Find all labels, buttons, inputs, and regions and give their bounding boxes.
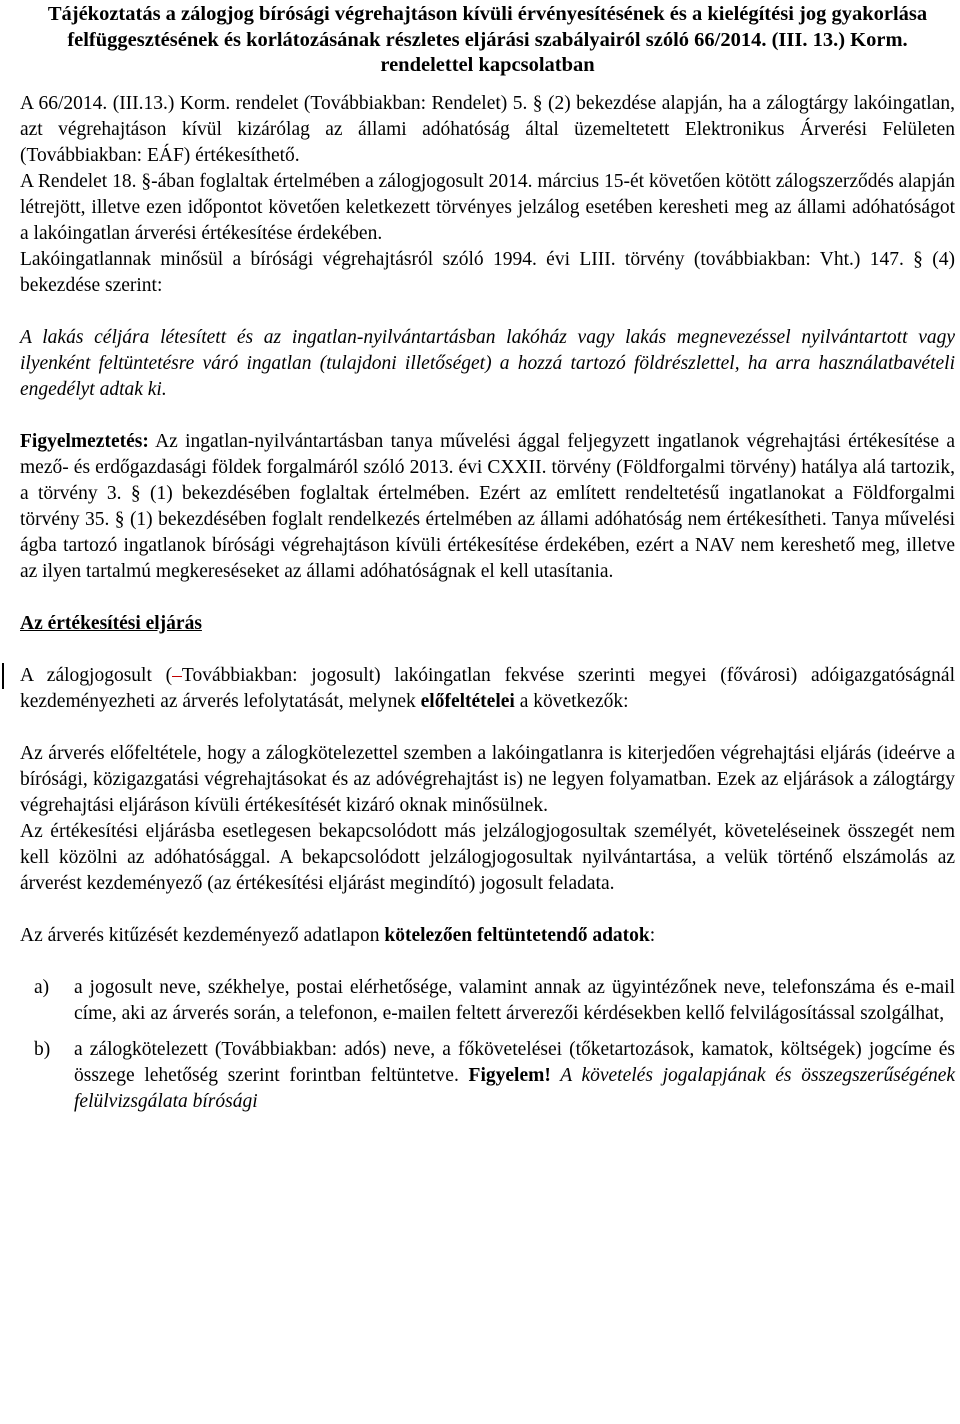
list-item xyxy=(20,975,955,1027)
section-paragraph-3: Az értékesítési eljárásba esetlegesen bekapcsolódott más jelzálogjogosultak személyét, követeléseinek összegét nem kell közölni az adóhatósággal. A bekapcsolódott jelzálogjogosultak nyilvántartása, a velük történő elszámolás az árverést kezdeményező (az értékesítési eljárást megindító) jogosult feladata. xyxy=(20,820,955,894)
list-item-text xyxy=(74,1037,955,1115)
p1-text-b: Továbbiakban: jogosult) lakóingatlan fekvése szerinti megyei (fővárosi) adóigazgatóságnál kezdeményezheti az árverés lefolytatását, melynek xyxy=(20,664,955,712)
p1-bold-term: előfeltételei xyxy=(420,690,515,712)
document-page xyxy=(20,0,955,1115)
intro-paragraph-3: Lakóingatlannak minősül a bírósági végrehajtásról szóló 1994. évi LIII. törvény (továbbiakban: Vht.) 147. § (4) bekezdése szerint: xyxy=(20,248,955,296)
section-heading: Az értékesítési eljárás xyxy=(20,612,202,634)
list-item-label: a) xyxy=(34,976,50,998)
section-paragraph-2: Az árverés előfeltétele, hogy a zálogkötelezettel szemben a lakóingatlanra is kiterjedően végrehajtási eljárás (ideérve a bírósági, közigazgatási végrehajtásokat és az adóvégrehajtást is) ne legyen folyamatban. Ezek az eljárások a zálogtárgy végrehajtási eljáráson kívüli értékesítését kizáró oknak minősülnek. xyxy=(20,742,955,816)
intro-paragraph-2: A Rendelet 18. §-ában foglaltak értelmében a zálogjogosult 2014. március 15-ét követően kötött zálogszerződés alapján létrejött, illetve ezen időpontot követően keletkezett törvényes jelzálog esetében keresheti meg az állami adóhatóságot a lakóingatlan árverési értékesítése érdekében. xyxy=(20,170,955,244)
list-item-label: b) xyxy=(34,1038,51,1060)
list-item-main-text: a zálogkötelezett (Továbbiakban: adós) neve, a főkövetelései (tőketartozások, kamatok, költségek) jogcíme és összege lehetőség szerint forintban feltüntetve. xyxy=(74,1038,955,1086)
p4-text-a: Az árverés kitűzését kezdeményező adatlapon xyxy=(20,924,385,946)
p4-text-c: : xyxy=(649,924,656,946)
attention-text: A követelés jogalapjának és összegszerűségének felülvizsgálata bírósági xyxy=(74,1064,955,1112)
list-item xyxy=(20,1037,955,1115)
warning-paragraph xyxy=(20,429,955,585)
residential-definition: A lakás céljára létesített és az ingatlan-nyilvántartásban lakóház vagy lakás megnevezéssel nyilvántartott vagy ilyenként feltüntetésre váró ingatlan (tulajdoni illetőséget) a hozzá tartozó földrészlettel, ha arra használatbavételi engedélyt adtak ki. xyxy=(20,326,955,400)
page-title: Tájékoztatás a zálogjog bírósági végrehajtáson kívüli érvényesítésének és a kielégítési jog gyakorlása felfüggesztésének és korlátozásának részletes eljárási szabályairól szóló 66/2014. (III. 13.) Korm. rendelettel kapcsolatban xyxy=(47,3,928,76)
section-paragraph-1 xyxy=(20,663,955,715)
warning-text: Az ingatlan-nyilvántartásban tanya művelési ággal feljegyzett ingatlanok végrehajtási értékesítése a mező- és erdőgazdasági földek forgalmáról szóló 2013. évi CXXII. törvény (Földforgalmi törvény) hatálya alá tartozik, a törvény 3. § (1) bekezdésében foglaltak értelmében. Ezért az említett rendeltetésű ingatlanokat a Földforgalmi törvény 35. § (1) bekezdésében foglalt rendelkezés értelmében az állami adóhatóság nem értékesítheti. Tanya művelési ágba tartozó ingatlanok bírósági végrehajtáson kívüli értékesítése érdekében, ezért a NAV nem kereshető meg, illetve az ilyen tartalmú megkereséseket az állami adóhatóságnak el kell utasítania. xyxy=(20,430,955,582)
attention-label: Figyelem! xyxy=(468,1064,551,1086)
p1-dash: – xyxy=(172,664,182,686)
p1-text-c: a következők: xyxy=(514,690,629,712)
intro-paragraph-1: A 66/2014. (III.13.) Korm. rendelet (Továbbiakban: Rendelet) 5. § (2) bekezdése alapján, ha a zálogtárgy lakóingatlan, azt végrehajtáson kívül kizárólag az állami adóhatóság által üzemeltetett Elektronikus Árverési Felületen (Továbbiakban: EÁF) értékesíthető. xyxy=(20,92,955,166)
list-item-text: a jogosult neve, székhelye, postai elérhetősége, valamint annak az ügyintézőnek neve, telefonszáma és e-mail címe, aki az árverés során, a telefonon, e-mailen feltett árverezői kérdésekben kellő felvilágosítással szolgálhat, xyxy=(74,976,955,1024)
p1-text-a: A zálogjogosult ( xyxy=(20,664,173,686)
warning-label: Figyelmeztetés: xyxy=(20,430,149,452)
p4-bold-term: kötelezően feltüntetendő adatok xyxy=(384,924,650,946)
section-paragraph-4 xyxy=(20,923,955,949)
revision-bar xyxy=(2,663,4,689)
